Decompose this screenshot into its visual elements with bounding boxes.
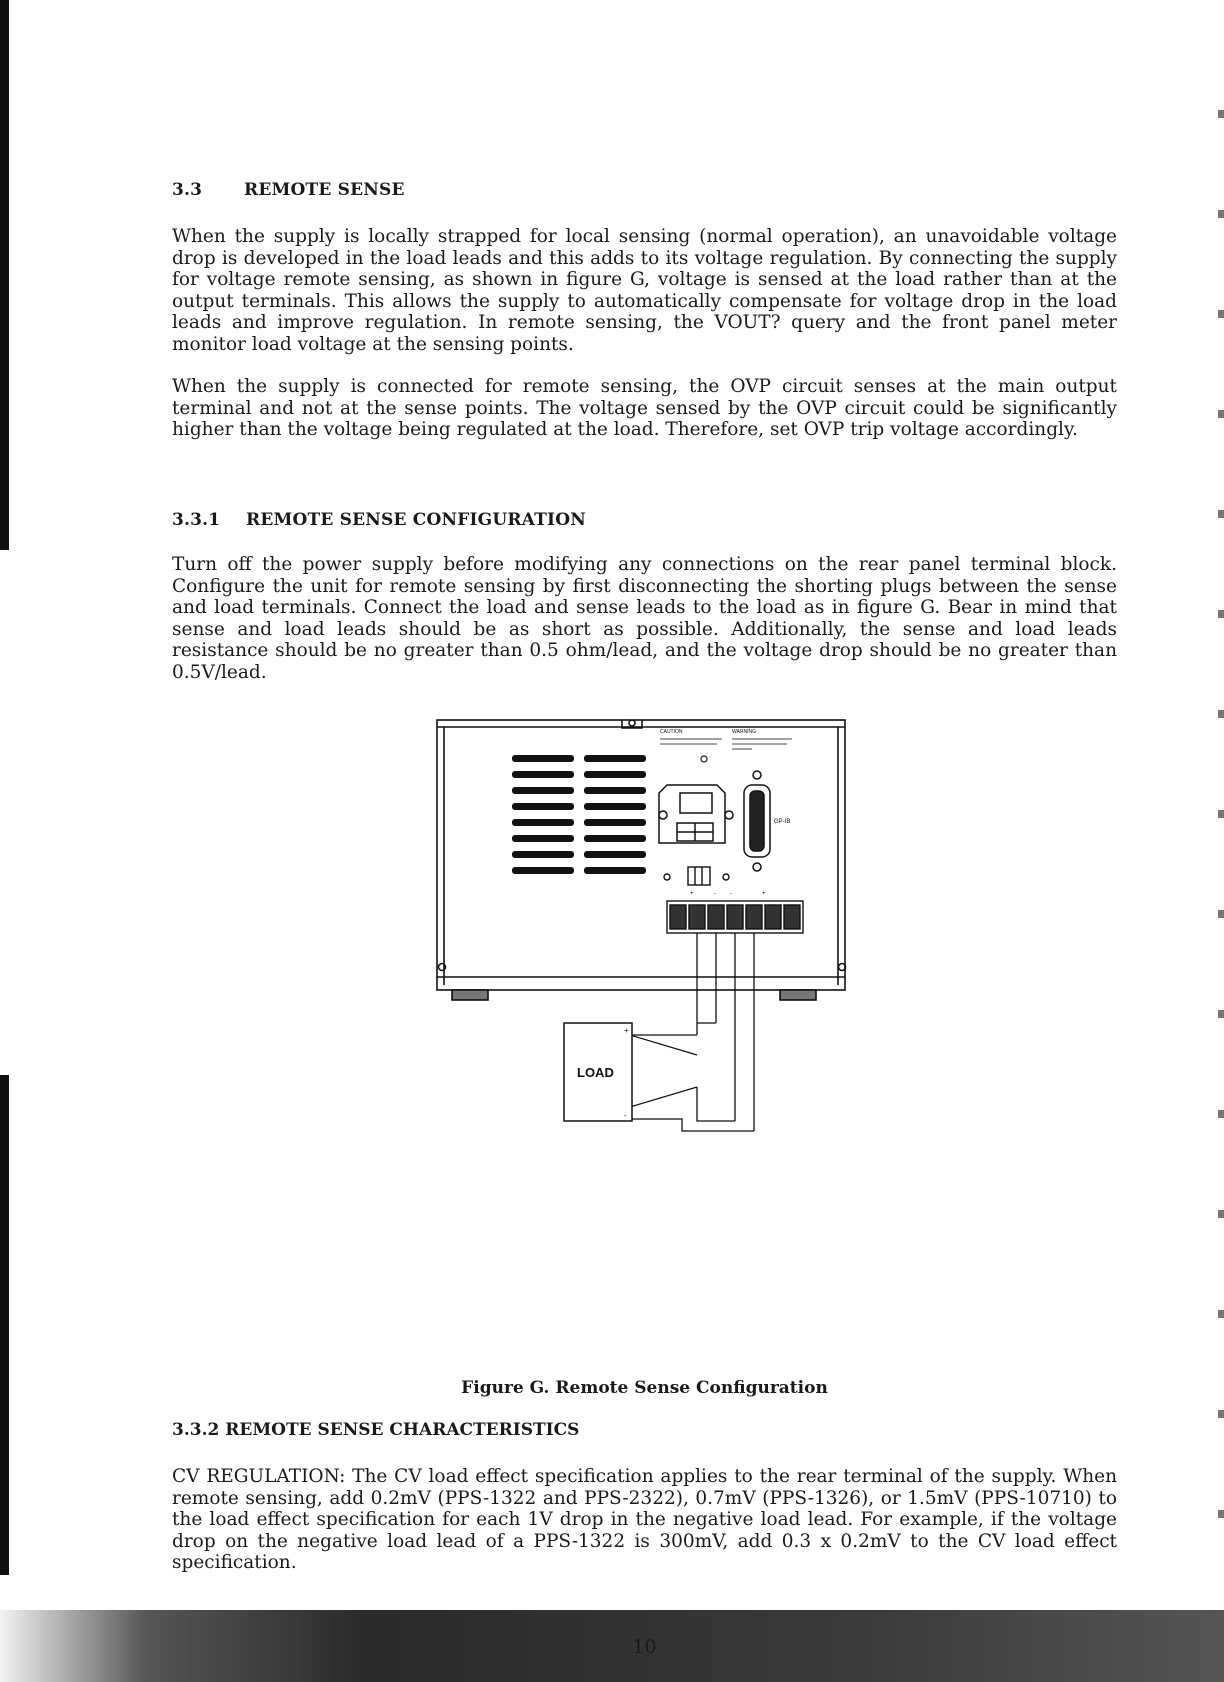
- section-heading-3-3: [172, 180, 405, 200]
- svg-text:+: +: [690, 891, 694, 897]
- section-number: 3.3.1: [172, 510, 221, 530]
- section-heading-3-3-2: 3.3.2 REMOTE SENSE CHARACTERISTICS: [172, 1420, 580, 1440]
- scan-edge-left-top: [0, 0, 9, 550]
- foot-left-icon: [452, 990, 488, 1000]
- load-minus-sign: -: [624, 1111, 627, 1120]
- section-number: 3.3: [172, 180, 203, 200]
- paragraph-remote-sense-1: When the supply is locally strapped for local sensing (normal operation), an unavoidable voltage drop is developed in the load leads and this adds to its voltage regulation. By connecting the supply for voltage remote sensing, as shown in figure G, voltage is sensed at the load rather than at the output terminals. This allows the supply to automatically compensate for voltage drop in the load leads and improve regulation. In remote sensing, the VOUT? query and the front panel meter monitor load voltage at the sensing points.: [172, 226, 1117, 355]
- load-plus-sign: +: [624, 1026, 629, 1035]
- svg-text:+: +: [762, 891, 766, 897]
- scan-edge-left-bottom: [0, 1075, 9, 1575]
- switch-icon: [688, 867, 710, 885]
- load-label: LOAD: [577, 1065, 614, 1080]
- section-heading-3-3-1: [172, 510, 586, 530]
- gpib-label: GP-IB: [774, 819, 791, 825]
- scan-edge-right: [1218, 40, 1224, 1600]
- terminal-block-icon: [667, 901, 803, 933]
- warning-label: WARNING: [732, 729, 756, 735]
- section-title: REMOTE SENSE CONFIGURATION: [246, 510, 586, 530]
- ac-inlet-icon: [659, 785, 733, 843]
- sense-and-load-wires: [630, 933, 754, 1131]
- paragraph-remote-sense-configuration: Turn off the power supply before modifying any connections on the rear panel terminal block. Configure the unit for remote sensing by first disconnecting the shorting plugs between the sense and load terminals. Connect the load and sense leads to the load as in figure G. Bear in mind that sense and load leads should be as short as possible. Additionally, the sense and load leads resistance should be no greater than 0.5 ohm/lead, and the voltage drop should be no greater than 0.5V/lead.: [172, 554, 1117, 683]
- svg-text:-: -: [714, 891, 716, 897]
- svg-text:-: -: [730, 891, 732, 897]
- panel-screw-icon: [701, 756, 707, 762]
- page-number: 10: [632, 1636, 657, 1658]
- caution-label: CAUTION: [660, 729, 683, 735]
- gpib-connector-icon: [744, 771, 770, 871]
- paragraph-remote-sense-characteristics: CV REGULATION: The CV load effect specification applies to the rear terminal of the supply. When remote sensing, add 0.2mV (PPS-1322 and PPS-2322), 0.7mV (PPS-1326), or 1.5mV (PPS-10710) to the load effect specification for each 1V drop in the negative load lead. For example, if the voltage drop on the negative load lead of a PPS-1322 is 300mV, add 0.3 x 0.2mV to the CV load effect specification.: [172, 1466, 1117, 1573]
- figure-g-diagram: [432, 715, 852, 1135]
- figure-caption: Figure G. Remote Sense Configuration: [461, 1378, 828, 1398]
- paragraph-remote-sense-2: When the supply is connected for remote sensing, the OVP circuit senses at the main output terminal and not at the sense points. The voltage sensed by the OVP circuit could be significantly higher than the voltage being regulated at the load. Therefore, set OVP trip voltage accordingly.: [172, 376, 1117, 440]
- foot-right-icon: [780, 990, 816, 1000]
- vent-slots: [512, 755, 646, 874]
- section-title: REMOTE SENSE: [244, 180, 405, 200]
- top-screw-icon: [629, 720, 635, 726]
